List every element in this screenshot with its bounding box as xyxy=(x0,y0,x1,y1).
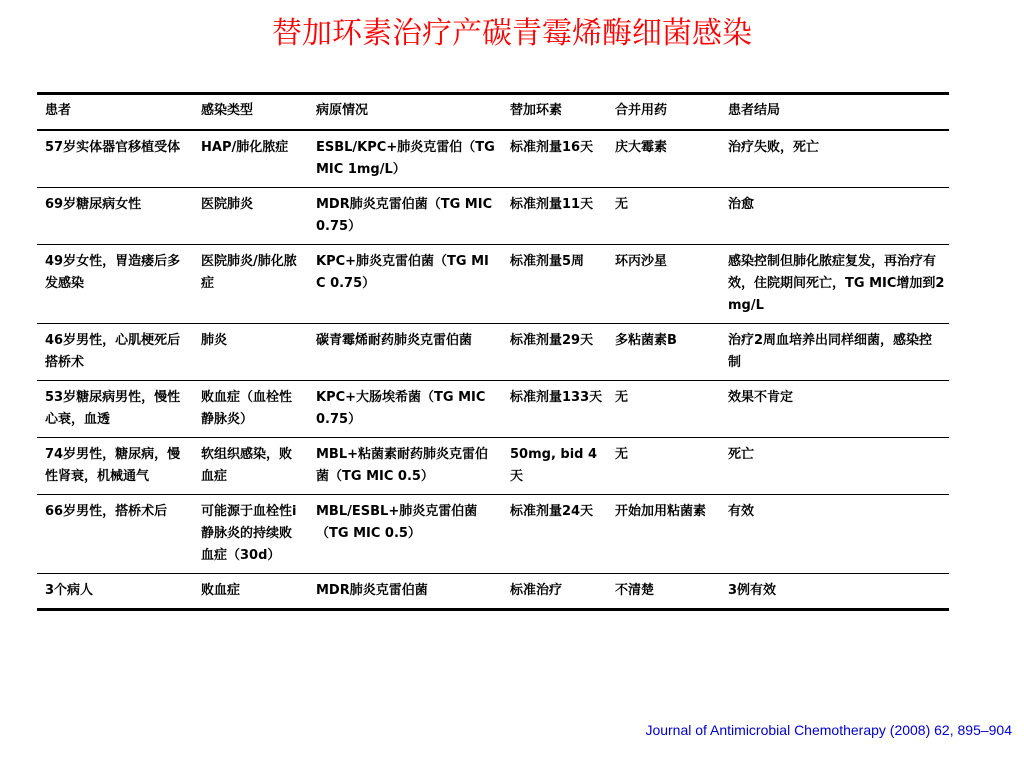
table-row xyxy=(37,381,949,438)
cell-outcome: 治愈 xyxy=(720,188,949,245)
cell-outcome: 有效 xyxy=(720,495,949,574)
cell-combination-drug: 多粘菌素B xyxy=(607,324,720,381)
cell-combination-drug: 无 xyxy=(607,188,720,245)
cell-infection-type: 软组织感染，败血症 xyxy=(193,438,308,495)
table-row xyxy=(37,188,949,245)
cell-patient: 66岁男性，搭桥术后 xyxy=(37,495,193,574)
cell-infection-type: HAP/肺化脓症 xyxy=(193,130,308,188)
journal-citation: Journal of Antimicrobial Chemotherapy (2008) 62, 895–904 xyxy=(645,722,1012,738)
cell-combination-drug: 无 xyxy=(607,438,720,495)
cell-outcome: 感染控制但肺化脓症复发，再治疗有效，住院期间死亡，TG MIC增加到2mg/L xyxy=(720,245,949,324)
table-header-row xyxy=(37,94,949,131)
cell-tigecycline: 标准剂量29天 xyxy=(502,324,607,381)
cell-pathogen: KPC+大肠埃希菌（TG MIC 0.75） xyxy=(308,381,502,438)
cell-patient: 3个病人 xyxy=(37,574,193,610)
cell-tigecycline: 标准剂量133天 xyxy=(502,381,607,438)
cell-outcome: 效果不肯定 xyxy=(720,381,949,438)
cell-pathogen: ESBL/KPC+肺炎克雷伯（TG MIC 1mg/L） xyxy=(308,130,502,188)
header-infection-type: 感染类型 xyxy=(193,94,308,131)
header-tigecycline: 替加环素 xyxy=(502,94,607,131)
cell-tigecycline: 标准剂量11天 xyxy=(502,188,607,245)
cell-outcome: 治疗失败，死亡 xyxy=(720,130,949,188)
table-row xyxy=(37,438,949,495)
table-row xyxy=(37,574,949,610)
cell-combination-drug: 开始加用粘菌素 xyxy=(607,495,720,574)
header-pathogen: 病原情况 xyxy=(308,94,502,131)
cell-tigecycline: 标准治疗 xyxy=(502,574,607,610)
cell-pathogen: 碳青霉烯耐药肺炎克雷伯菌 xyxy=(308,324,502,381)
cell-tigecycline: 50mg, bid 4天 xyxy=(502,438,607,495)
header-outcome: 患者结局 xyxy=(720,94,949,131)
cell-patient: 74岁男性，糖尿病，慢性肾衰，机械通气 xyxy=(37,438,193,495)
cell-infection-type: 败血症（血栓性静脉炎） xyxy=(193,381,308,438)
cell-combination-drug: 无 xyxy=(607,381,720,438)
cell-patient: 69岁糖尿病女性 xyxy=(37,188,193,245)
cell-infection-type: 医院肺炎/肺化脓症 xyxy=(193,245,308,324)
cell-infection-type: 肺炎 xyxy=(193,324,308,381)
cell-pathogen: MBL/ESBL+肺炎克雷伯菌（TG MIC 0.5） xyxy=(308,495,502,574)
cell-patient: 57岁实体器官移植受体 xyxy=(37,130,193,188)
cell-patient: 53岁糖尿病男性，慢性心衰，血透 xyxy=(37,381,193,438)
cell-combination-drug: 环丙沙星 xyxy=(607,245,720,324)
cell-tigecycline: 标准剂量24天 xyxy=(502,495,607,574)
table-row xyxy=(37,495,949,574)
cell-outcome: 3例有效 xyxy=(720,574,949,610)
table-row xyxy=(37,324,949,381)
cell-pathogen: MDR肺炎克雷伯菌（TG MIC 0.75） xyxy=(308,188,502,245)
cases-table xyxy=(37,92,949,611)
cases-table-container xyxy=(37,92,949,611)
slide-title: 替加环素治疗产碳青霉烯酶细菌感染 xyxy=(272,16,752,51)
cell-patient: 46岁男性，心肌梗死后搭桥术 xyxy=(37,324,193,381)
cell-pathogen: KPC+肺炎克雷伯菌（TG MIC 0.75） xyxy=(308,245,502,324)
table-row xyxy=(37,130,949,188)
cell-infection-type: 败血症 xyxy=(193,574,308,610)
cell-infection-type: 医院肺炎 xyxy=(193,188,308,245)
header-combination-drug: 合并用药 xyxy=(607,94,720,131)
cell-infection-type: 可能源于血栓性i静脉炎的持续败血症（30d） xyxy=(193,495,308,574)
cell-outcome: 治疗2周血培养出同样细菌，感染控制 xyxy=(720,324,949,381)
cell-outcome: 死亡 xyxy=(720,438,949,495)
cell-combination-drug: 庆大霉素 xyxy=(607,130,720,188)
table-row xyxy=(37,245,949,324)
cell-combination-drug: 不清楚 xyxy=(607,574,720,610)
cell-tigecycline: 标准剂量16天 xyxy=(502,130,607,188)
cell-patient: 49岁女性，胃造瘘后多发感染 xyxy=(37,245,193,324)
cell-tigecycline: 标准剂量5周 xyxy=(502,245,607,324)
cell-pathogen: MBL+粘菌素耐药肺炎克雷伯菌（TG MIC 0.5） xyxy=(308,438,502,495)
cell-pathogen: MDR肺炎克雷伯菌 xyxy=(308,574,502,610)
header-patient: 患者 xyxy=(37,94,193,131)
